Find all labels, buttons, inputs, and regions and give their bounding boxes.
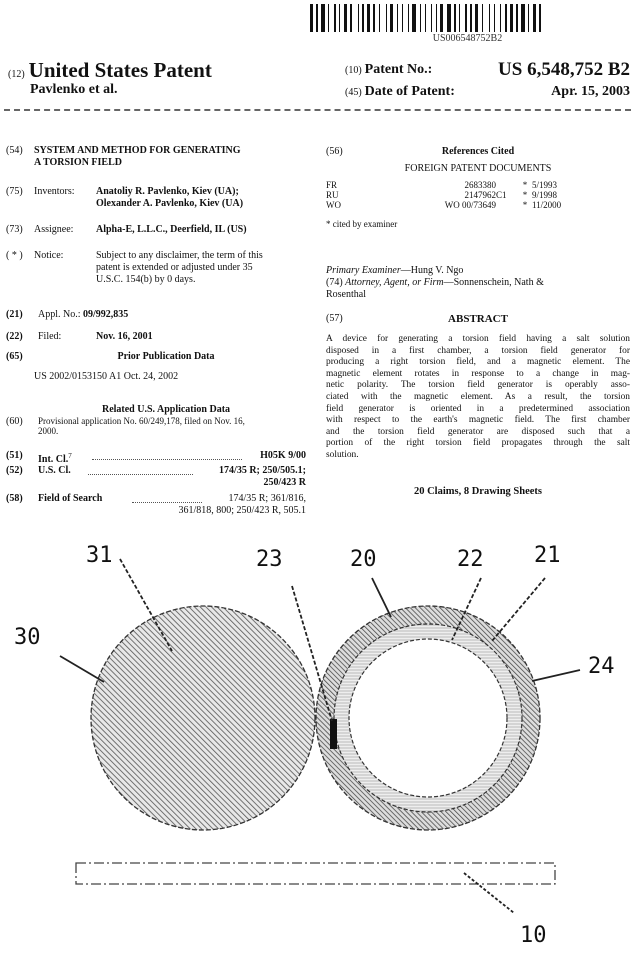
attorney-label: Attorney, Agent, or Firm [345, 277, 444, 288]
leader-20 [372, 578, 391, 617]
field-line-2: 361/818, 800; 250/423 R, 505.1 [178, 505, 306, 516]
abstract-line: ciated with the magnetic element. As a result, the torsion [326, 391, 630, 402]
label-31: 31 [86, 543, 113, 568]
barcode-number: US006548752B2 [432, 33, 503, 44]
title-line-1: SYSTEM AND METHOD FOR GENERATING [34, 145, 241, 156]
leader-30 [60, 656, 104, 682]
assignee-label: Assignee: [34, 224, 74, 235]
assignee-code: (73) [6, 224, 23, 235]
examiner-label: Primary Examiner [326, 265, 401, 276]
patent-number-code: (10) [345, 65, 362, 76]
inner-opening [349, 639, 507, 797]
label-10: 10 [520, 923, 547, 948]
related-line-1: Provisional application No. 60/249,178, filed on Nov. 16, [38, 416, 245, 426]
reference-country: WO [326, 200, 341, 210]
label-24: 24 [588, 654, 615, 679]
us-cl-code: (52) [6, 465, 23, 476]
notice-line-2: patent is extended or adjusted under 35 [96, 262, 253, 273]
int-cl-value: H05K 9/00 [260, 450, 306, 461]
inventor-2: Olexander A. Pavlenko, Kiev (UA) [96, 198, 244, 209]
patent-number-value: US 6,548,752 B2 [498, 59, 630, 80]
claims-summary: 20 Claims, 8 Drawing Sheets [413, 485, 543, 497]
label-23: 23 [256, 547, 283, 572]
reference-star: * [522, 190, 528, 200]
abstract-code: (57) [326, 313, 343, 324]
abstract-line: solution. [326, 449, 359, 460]
appl-code: (21) [6, 309, 23, 320]
document-type-title: United States Patent [28, 58, 212, 82]
label-30: 30 [14, 625, 41, 650]
related-code: (60) [6, 416, 23, 427]
us-cl-line-1: 174/35 R; 250/505.1; [219, 465, 306, 476]
examiner-section: Primary Examiner—Hung V. Ngo (74) Attorney, Agent, or Firm—Sonnenschein, Nath & Rosenthal [326, 265, 630, 301]
patent-date-label: Date of Patent: [364, 84, 455, 99]
reference-star: * [522, 180, 528, 190]
int-cl-sup: 7 [68, 452, 72, 460]
first-chamber-30 [91, 606, 315, 830]
label-21: 21 [534, 543, 561, 568]
refs-heading: References Cited [441, 146, 515, 157]
abstract-line: field generator is oriented in a predetermined association [326, 403, 630, 414]
patent-number-label: Patent No.: [364, 62, 433, 77]
abstract-line: netic polarity. The torsion field generator is operably asso- [326, 380, 630, 391]
field-code: (58) [6, 493, 23, 504]
document-type-code: (12) [8, 69, 25, 80]
attorney-code: (74) [326, 277, 343, 288]
related-line-2: 2000. [38, 426, 59, 436]
reference-country: FR [326, 180, 338, 190]
filed-code: (22) [6, 331, 23, 342]
title-line-2: A TORSION FIELD [34, 157, 122, 168]
reference-number: WO 00/73649 [444, 200, 496, 210]
leader-24 [532, 670, 580, 681]
inventor-1: Anatoliy R. Pavlenko, Kiev (UA); [96, 186, 239, 197]
filed-label: Filed: [38, 331, 62, 342]
label-20: 20 [350, 547, 377, 572]
inventor-short: Pavlenko et al. [30, 82, 118, 97]
appl-label: Appl. No.: [38, 309, 81, 320]
prior-pub-value: US 2002/0153150 A1 Oct. 24, 2002 [34, 371, 179, 382]
int-cl-code: (51) [6, 450, 23, 461]
abstract-line: disposed in a first chamber, a torsion field generator for [326, 345, 630, 356]
magnetic-element-23 [330, 719, 337, 749]
related-heading: Related U.S. Application Data [101, 404, 231, 415]
cited-by-examiner: * cited by examiner [326, 219, 398, 229]
reference-kind: C1 [496, 190, 507, 200]
field-line-1: 174/35 R; 361/816, [228, 493, 306, 504]
abstract-heading: ABSTRACT [448, 313, 508, 325]
refs-code: (56) [326, 146, 343, 157]
reference-date: 11/2000 [532, 200, 562, 210]
patent-date-value: Apr. 15, 2003 [551, 84, 630, 99]
attorney-value-2: Rosenthal [326, 289, 366, 300]
abstract-line: with respect to the earth's magnetic field. The first chamber [326, 415, 630, 426]
leader-21 [492, 578, 545, 641]
us-cl-label: U.S. Cl. [38, 465, 71, 476]
examiner-value: Hung V. Ngo [410, 265, 464, 276]
title-code: (54) [6, 145, 23, 156]
filed-value: Nov. 16, 2001 [96, 331, 153, 342]
notice-label: Notice: [34, 250, 64, 261]
prior-pub-heading: Prior Publication Data [117, 351, 215, 362]
abstract-line: portion of the right torsion field propagates through the salt [326, 438, 630, 449]
base-plate-10 [76, 863, 555, 884]
reference-star: * [522, 200, 528, 210]
appl-value: 09/992,835 [83, 309, 129, 320]
notice-code: ( * ) [6, 250, 23, 261]
label-22: 22 [457, 547, 484, 572]
patent-date-code: (45) [345, 87, 362, 98]
reference-country: RU [326, 190, 339, 200]
reference-number: 2147962 [464, 190, 496, 200]
inventors-label: Inventors: [34, 186, 75, 197]
prior-pub-code: (65) [6, 351, 23, 362]
abstract-line: A device for generating a torsion field having a salt solution [326, 334, 630, 344]
refs-subheading: FOREIGN PATENT DOCUMENTS [404, 163, 552, 174]
assignee-value: Alpha-E, L.L.C., Deerfield, IL (US) [96, 224, 247, 235]
attorney-value: Sonnenschein, Nath & [453, 277, 544, 288]
reference-number: 2683380 [464, 180, 496, 190]
field-label: Field of Search [38, 493, 103, 504]
abstract-line: and the torsion field generator are disposed such that a [326, 426, 630, 437]
reference-date: 5/1993 [532, 180, 558, 190]
reference-date: 9/1998 [532, 190, 558, 200]
notice-line-1: Subject to any disclaimer, the term of this [96, 250, 263, 261]
inventors-code: (75) [6, 186, 23, 197]
abstract-line: producing a right torsion field, and a magnetic element. The [326, 357, 630, 368]
notice-line-3: U.S.C. 154(b) by 0 days. [96, 274, 196, 285]
us-cl-line-2: 250/423 R [263, 477, 306, 488]
abstract-line: magnetic element rotates in response to a change in mag- [326, 368, 630, 379]
int-cl-label: Int. Cl. [38, 454, 69, 466]
